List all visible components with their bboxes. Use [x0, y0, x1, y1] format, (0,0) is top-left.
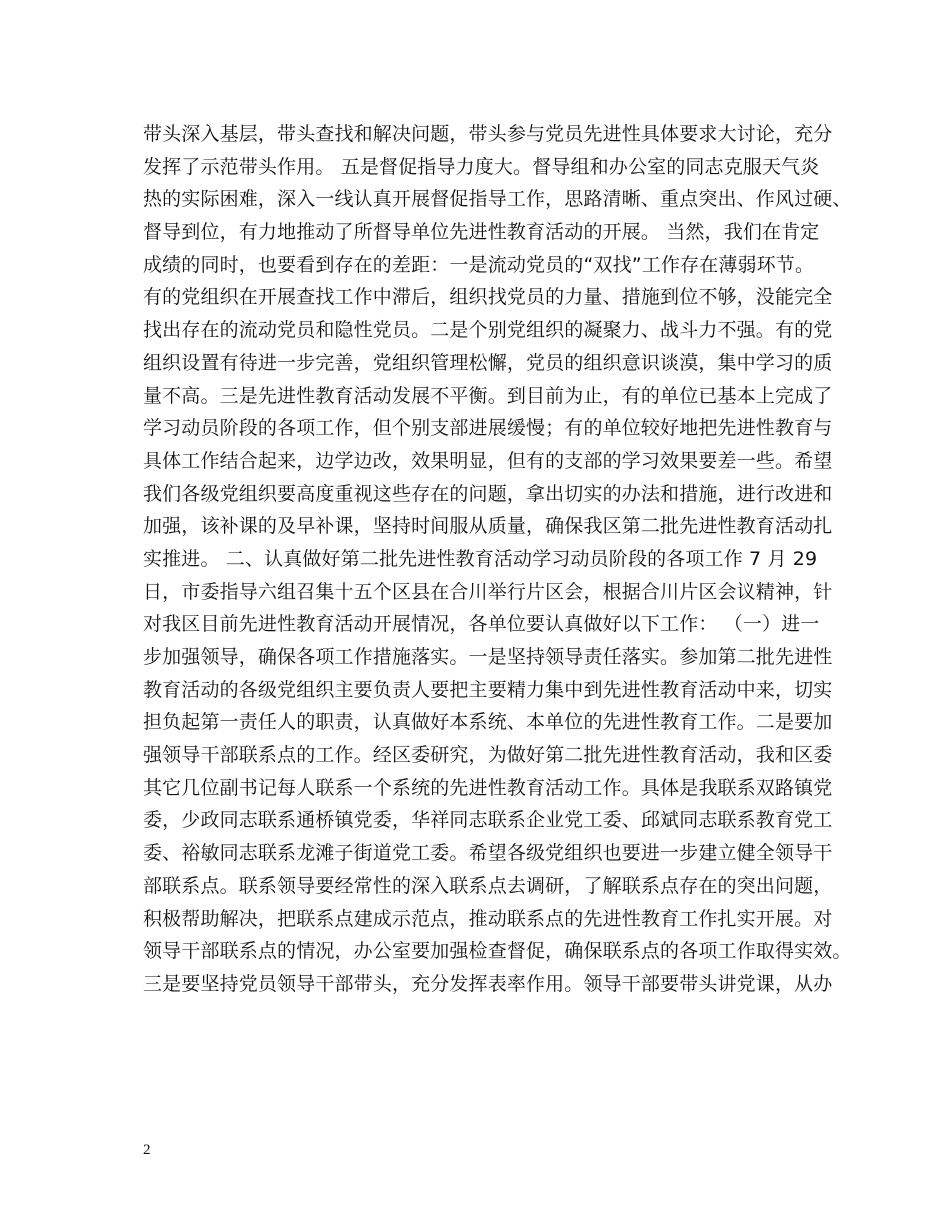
text-line: 部联系点。联系领导要经常性的深入联系点去调研，了解联系点存在的突出问题， [143, 874, 833, 897]
text-line: 领导干部联系点的情况，办公室要加强检查督促，确保联系点的各项工作取得实效。 [143, 940, 852, 963]
text-line: 委，少政同志联系通桥镇党委，华祥同志联系企业党工委、邱斌同志联系教育党工 [143, 809, 833, 832]
text-line: 带头深入基层，带头查找和解决问题，带头参与党员先进性具体要求大讨论，充分 [143, 123, 833, 145]
text-line: 积极帮助解决，把联系点建成示范点，推动联系点的先进性教育工作扎实开展。对 [143, 907, 833, 930]
text-line: 实推进。 二、认真做好第二批先进性教育活动学习动员阶段的各项工作 7 月 29 [143, 547, 818, 570]
text-line: 成绩的同时，也要看到存在的差距：一是流动党员的“双找”工作存在薄弱环节。 [143, 253, 815, 276]
text-line: 量不高。三是先进性教育活动发展不平衡。到目前为止，有的单位已基本上完成了 [143, 384, 833, 407]
text-line: 强领导干部联系点的工作。经区委研究，为做好第二批先进性教育活动，我和区委 [143, 744, 833, 767]
text-line: 三是要坚持党员领导干部带头，充分发挥表率作用。领导干部要带头讲党课，从办 [143, 972, 833, 995]
text-line: 我们各级党组织要高度重视这些存在的问题，拿出切实的办法和措施，进行改进和 [143, 482, 833, 505]
text-line: 发挥了示范带头作用。 五是督促指导力度大。督导组和办公室的同志克服天气炎 [143, 155, 820, 178]
text-line: 其它几位副书记每人联系一个系统的先进性教育活动工作。具体是我联系双路镇党 [143, 776, 833, 799]
text-line: 委、裕敏同志联系龙滩子街道党工委。希望各级党组织也要进一步建立健全领导干 [143, 842, 833, 865]
text-line: 督导到位，有力地推动了所督导单位先进性教育活动的开展。 当然，我们在肯定 [143, 221, 820, 244]
text-line: 组织设置有待进一步完善，党组织管理松懈，党员的组织意识谈漠，集中学习的质 [143, 351, 833, 374]
text-line: 担负起第一责任人的职责，认真做好本系统、本单位的先进性教育工作。二是要加 [143, 711, 833, 734]
text-line: 教育活动的各级党组织主要负责人要把主要精力集中到先进性教育活动中来，切实 [143, 678, 833, 701]
text-line: 学习动员阶段的各项工作，但个别支部进展缓慢；有的单位较好地把先进性教育与 [143, 417, 833, 440]
page-number: 2 [143, 1142, 151, 1158]
text-line: 对我区目前先进性教育活动开展情况，各单位要认真做好以下工作： （一）进一 [143, 613, 820, 636]
text-line: 有的党组织在开展查找工作中滞后，组织找党员的力量、措施到位不够，没能完全 [143, 286, 833, 309]
text-line: 热的实际困难，深入一线认真开展督促指导工作，思路清晰、重点突出、作风过硬、 [143, 188, 852, 211]
text-line: 找出存在的流动党员和隐性党员。二是个别党组织的凝聚力、战斗力不强。有的党 [143, 319, 833, 342]
text-line: 具体工作结合起来，边学边改，效果明显，但有的支部的学习效果要差一些。希望 [143, 449, 833, 472]
text-line: 加强，该补课的及早补课，坚持时间服从质量，确保我区第二批先进性教育活动扎 [143, 515, 833, 538]
body-text [143, 118, 852, 1001]
text-line: 步加强领导，确保各项工作措施落实。一是坚持领导责任落实。参加第二批先进性 [143, 646, 833, 668]
text-line: 日，市委指导六组召集十五个区县在合川举行片区会，根据合川片区会议精神，针 [143, 580, 833, 603]
